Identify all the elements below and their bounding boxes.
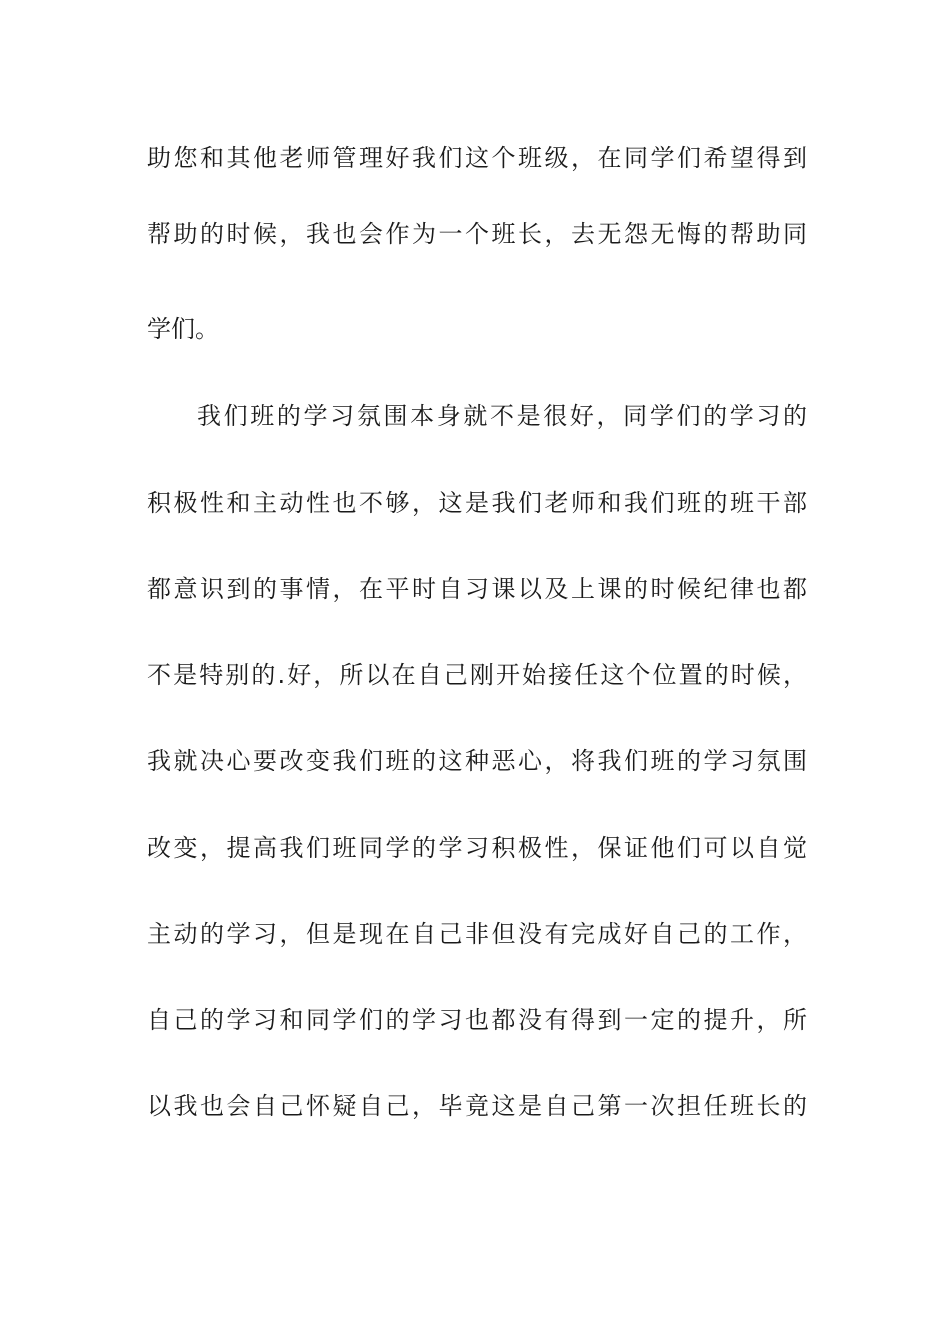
text-line-4: 我们班的学习氛围本身就不是很好，同学们的学习的 bbox=[197, 402, 807, 430]
text-line-8: 我就决心要改变我们班的这种恶心，将我们班的学习氛围 bbox=[147, 747, 807, 775]
text-line-6: 都意识到的事情，在平时自习课以及上课的时候纪律也都 bbox=[147, 575, 807, 603]
text-line-1: 助您和其他老师管理好我们这个班级，在同学们希望得到 bbox=[147, 144, 807, 172]
text-line-5: 积极性和主动性也不够，这是我们老师和我们班的班干部 bbox=[147, 489, 807, 517]
text-line-10: 主动的学习，但是现在自己非但没有完成好自己的工作， bbox=[147, 920, 807, 948]
text-line-2: 帮助的时候，我也会作为一个班长，去无怨无悔的帮助同 bbox=[147, 220, 807, 248]
text-line-7: 不是特别的.好，所以在自己刚开始接任这个位置的时候， bbox=[147, 661, 807, 689]
text-line-11: 自己的学习和同学们的学习也都没有得到一定的提升，所 bbox=[147, 1006, 807, 1034]
text-line-9: 改变，提高我们班同学的学习积极性，保证他们可以自觉 bbox=[147, 834, 807, 862]
text-line-3: 学们。 bbox=[147, 315, 219, 343]
text-line-12: 以我也会自己怀疑自己，毕竟这是自己第一次担任班长的 bbox=[147, 1092, 807, 1120]
